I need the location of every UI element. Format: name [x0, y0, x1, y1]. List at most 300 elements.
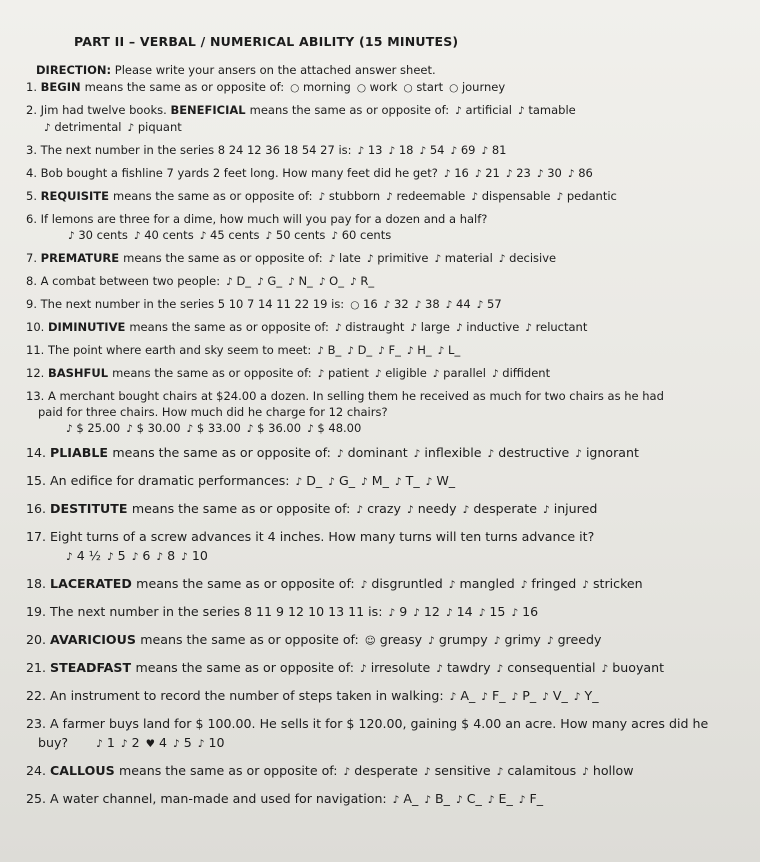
answer-option[interactable] [414, 445, 482, 460]
option-text: Y_ [584, 688, 599, 703]
option-bubble-icon[interactable]: ♪ [582, 766, 589, 778]
answer-option[interactable] [446, 297, 471, 311]
option-text: V_ [552, 688, 568, 703]
answer-option[interactable] [456, 791, 482, 806]
option-bubble-icon[interactable]: ♪ [374, 368, 382, 380]
direction-line [36, 63, 736, 77]
option-bubble-icon[interactable]: ♪ [66, 423, 73, 435]
answer-option[interactable] [410, 320, 450, 334]
option-text: D_ [236, 274, 252, 288]
option-bubble-icon[interactable]: ♪ [386, 191, 393, 203]
answer-option[interactable] [107, 548, 126, 563]
question-item [26, 273, 736, 290]
option-bubble-icon[interactable]: ♪ [318, 276, 326, 288]
option-bubble-icon[interactable]: ♪ [511, 607, 519, 619]
option-bubble-icon[interactable]: ♪ [106, 551, 114, 563]
option-bubble-icon[interactable]: ♪ [356, 504, 364, 516]
option-bubble-icon[interactable]: ♪ [493, 635, 501, 647]
answer-option[interactable] [319, 189, 381, 203]
option-text: 14 [456, 604, 473, 619]
question-keyword: DIMINUTIVE [47, 320, 130, 334]
answer-option[interactable] [361, 576, 443, 591]
answer-option[interactable] [471, 189, 550, 203]
answer-option[interactable] [358, 143, 383, 157]
option-text: 81 [491, 143, 507, 157]
answer-option[interactable] [335, 320, 405, 334]
option-bubble-icon[interactable]: ♪ [406, 504, 414, 516]
option-group [220, 274, 374, 288]
question-text: The next number in the series 5 10 7 14 11 22 19 is: [40, 297, 345, 311]
option-group [354, 660, 664, 675]
option-text: greasy [379, 632, 423, 647]
option-text: grimy [504, 632, 541, 647]
option-bubble-icon[interactable]: ♪ [476, 299, 484, 311]
option-bubble-icon[interactable]: ♪ [318, 191, 326, 203]
option-group [311, 343, 460, 357]
answer-option[interactable] [424, 763, 491, 778]
option-bubble-icon[interactable]: ♪ [288, 276, 295, 288]
answer-option[interactable] [126, 421, 180, 435]
answer-option[interactable] [367, 251, 429, 265]
answer-option[interactable] [121, 735, 140, 750]
question-text: means the same as or opposite of: [249, 103, 450, 117]
option-bubble-icon[interactable]: ♪ [388, 607, 396, 619]
option-bubble-icon[interactable]: ♪ [496, 766, 504, 778]
option-bubble-icon[interactable]: ♪ [347, 345, 354, 357]
answer-option[interactable] [420, 143, 445, 157]
option-text: 4 ½ [76, 548, 101, 563]
answer-option[interactable] [187, 421, 241, 435]
option-text: 8 [167, 548, 176, 563]
answer-option[interactable] [266, 228, 326, 242]
question-item [26, 388, 736, 437]
answer-option[interactable] [226, 274, 251, 288]
option-bubble-icon[interactable]: ♪ [307, 423, 314, 435]
option-bubble-icon[interactable]: ○ [356, 82, 366, 94]
answer-option[interactable] [497, 660, 596, 675]
answer-option[interactable] [506, 166, 531, 180]
option-group [355, 576, 643, 591]
answer-option[interactable] [543, 501, 597, 516]
answer-option[interactable] [512, 688, 537, 703]
option-text: $ 36.00 [257, 421, 302, 435]
option-text: eligible [385, 366, 427, 380]
answer-option[interactable] [361, 473, 389, 488]
answer-option[interactable] [568, 166, 593, 180]
option-bubble-icon[interactable]: ♪ [199, 230, 207, 242]
option-bubble-icon[interactable]: ○ [350, 299, 360, 311]
answer-option[interactable] [519, 791, 543, 806]
option-text: sensitive [434, 763, 491, 778]
answer-option[interactable] [455, 103, 512, 117]
answer-option[interactable] [386, 189, 465, 203]
question-number: 10. [26, 320, 48, 334]
answer-option[interactable] [146, 735, 167, 750]
option-bubble-icon[interactable]: ♪ [295, 476, 303, 488]
answer-option[interactable] [497, 763, 577, 778]
answer-option[interactable] [477, 297, 502, 311]
option-bubble-icon[interactable]: ♪ [410, 322, 418, 334]
option-bubble-icon[interactable]: ♪ [378, 345, 385, 357]
option-bubble-icon[interactable]: ♪ [181, 551, 188, 563]
option-bubble-icon[interactable]: ♪ [328, 253, 336, 265]
option-bubble-icon[interactable]: ♪ [392, 794, 400, 806]
option-text: artificial [465, 103, 512, 117]
option-bubble-icon[interactable]: ♪ [573, 691, 581, 703]
option-text: $ 30.00 [136, 421, 181, 435]
option-bubble-icon[interactable]: ♪ [436, 663, 443, 675]
option-group [313, 189, 617, 203]
question-item [26, 250, 736, 267]
answer-option[interactable] [449, 576, 515, 591]
option-bubble-icon[interactable]: ♪ [360, 579, 368, 591]
question-item [26, 365, 736, 382]
option-bubble-icon[interactable]: ♪ [413, 607, 420, 619]
option-text: 18 [398, 143, 414, 157]
option-bubble-icon[interactable]: ♪ [246, 423, 254, 435]
answer-option[interactable] [428, 632, 488, 647]
option-group [66, 420, 736, 437]
answer-option[interactable] [511, 604, 538, 619]
answer-option[interactable] [407, 343, 432, 357]
option-bubble-icon[interactable]: ♪ [414, 299, 422, 311]
option-text: inflexible [424, 445, 482, 460]
option-text: pedantic [566, 189, 617, 203]
answer-option[interactable] [488, 791, 513, 806]
answer-option[interactable] [132, 548, 151, 563]
option-bubble-icon[interactable]: ♪ [542, 504, 550, 516]
answer-option[interactable] [450, 688, 476, 703]
option-bubble-icon[interactable]: ♪ [487, 794, 495, 806]
option-bubble-icon[interactable]: ♪ [349, 276, 357, 288]
option-text: A_ [403, 791, 419, 806]
option-bubble-icon[interactable]: ♪ [331, 230, 339, 242]
option-bubble-icon[interactable]: ♪ [437, 345, 445, 357]
option-bubble-icon[interactable]: ♪ [474, 168, 482, 180]
answer-option[interactable] [357, 80, 398, 94]
option-bubble-icon[interactable]: ♪ [505, 168, 513, 180]
question-text: means the same as or opposite of: [129, 320, 329, 334]
option-text: mangled [459, 576, 515, 591]
option-bubble-icon[interactable]: ♪ [518, 105, 525, 117]
answer-option[interactable] [482, 143, 507, 157]
answer-option[interactable] [547, 632, 602, 647]
option-bubble-icon[interactable]: ♪ [96, 738, 103, 750]
option-text: disgruntled [371, 576, 443, 591]
answer-option[interactable] [424, 791, 450, 806]
answer-option[interactable] [329, 251, 361, 265]
answer-option[interactable] [446, 604, 473, 619]
option-bubble-icon[interactable]: ♪ [601, 663, 609, 675]
option-bubble-icon[interactable]: ♪ [487, 448, 495, 460]
option-bubble-icon[interactable]: ♪ [68, 230, 75, 242]
option-bubble-icon[interactable]: ♪ [359, 663, 367, 675]
answer-option[interactable] [288, 274, 313, 288]
answer-option[interactable] [434, 251, 492, 265]
option-group [323, 251, 556, 265]
option-bubble-icon[interactable]: ♪ [44, 122, 51, 134]
option-bubble-icon[interactable]: ♪ [520, 579, 528, 591]
option-bubble-icon[interactable]: ♪ [511, 691, 519, 703]
answer-option[interactable] [319, 274, 344, 288]
option-bubble-icon[interactable]: ♪ [481, 691, 488, 703]
answer-option[interactable] [247, 421, 301, 435]
answer-option[interactable] [156, 548, 175, 563]
answer-option[interactable] [365, 632, 422, 647]
answer-option[interactable] [173, 735, 192, 750]
answer-option[interactable] [481, 688, 505, 703]
answer-option[interactable] [134, 228, 194, 242]
answer-option[interactable] [415, 297, 440, 311]
answer-option[interactable] [66, 548, 101, 563]
option-text: $ 33.00 [196, 421, 241, 435]
option-bubble-icon[interactable]: ○ [290, 82, 300, 94]
option-bubble-icon[interactable]: ♪ [317, 345, 324, 357]
option-text: 57 [487, 297, 502, 311]
answer-option[interactable] [317, 343, 341, 357]
option-bubble-icon[interactable]: ♪ [443, 168, 451, 180]
option-bubble-icon[interactable]: ♪ [434, 253, 442, 265]
option-bubble-icon[interactable]: ♪ [525, 322, 532, 334]
option-bubble-icon[interactable]: ♪ [361, 476, 368, 488]
option-bubble-icon[interactable]: ♪ [448, 579, 456, 591]
option-text: 30 [547, 166, 562, 180]
answer-option[interactable] [463, 501, 537, 516]
answer-option[interactable] [438, 343, 461, 357]
answer-option[interactable] [525, 320, 587, 334]
option-text: large [420, 320, 450, 334]
answer-option[interactable] [307, 421, 361, 435]
option-bubble-icon[interactable]: ♪ [419, 145, 427, 157]
option-bubble-icon[interactable]: ♪ [406, 345, 414, 357]
option-bubble-icon[interactable]: ♪ [265, 230, 273, 242]
answer-option[interactable] [331, 228, 391, 242]
option-bubble-icon[interactable]: ♪ [542, 691, 549, 703]
option-group [438, 166, 593, 180]
question-item [26, 527, 736, 567]
question-list [26, 79, 736, 810]
question-text: The next number in the series 8 24 12 36 18 54 27 is: [40, 143, 352, 157]
option-bubble-icon[interactable]: ♪ [383, 299, 391, 311]
answer-option[interactable] [537, 166, 562, 180]
answer-option[interactable] [436, 660, 490, 675]
option-bubble-icon[interactable]: ♪ [481, 145, 489, 157]
answer-option[interactable] [542, 688, 568, 703]
option-bubble-icon[interactable]: ♪ [496, 663, 504, 675]
answer-option[interactable] [395, 473, 420, 488]
option-bubble-icon[interactable]: ♪ [336, 448, 344, 460]
answer-option[interactable] [574, 688, 599, 703]
option-bubble-icon[interactable]: ♪ [131, 551, 139, 563]
option-bubble-icon[interactable]: ♪ [388, 145, 396, 157]
answer-option[interactable] [375, 366, 427, 380]
answer-option[interactable] [556, 189, 616, 203]
question-keyword: AVARICIOUS [50, 632, 141, 647]
answer-option[interactable] [378, 343, 401, 357]
answer-option[interactable] [433, 366, 486, 380]
option-bubble-icon[interactable]: ♪ [455, 105, 462, 117]
option-text: R_ [360, 274, 375, 288]
answer-option[interactable] [492, 366, 550, 380]
option-bubble-icon[interactable]: ♪ [186, 423, 194, 435]
option-bubble-icon[interactable]: ♪ [394, 476, 402, 488]
question-number: 9. [26, 297, 41, 311]
option-text: irresolute [370, 660, 431, 675]
answer-option[interactable] [521, 576, 577, 591]
question-number: 24. [26, 763, 51, 778]
option-bubble-icon[interactable]: ♪ [450, 145, 458, 157]
option-bubble-icon[interactable]: ♪ [413, 448, 421, 460]
answer-option[interactable] [257, 274, 282, 288]
option-bubble-icon[interactable]: ♪ [432, 368, 440, 380]
answer-option[interactable] [296, 473, 323, 488]
option-bubble-icon[interactable]: ○ [449, 82, 459, 94]
option-text: injured [553, 501, 598, 516]
answer-option[interactable] [403, 80, 443, 94]
option-group [290, 473, 456, 488]
question-keyword: STEADFAST [50, 660, 136, 675]
answer-option[interactable] [384, 297, 409, 311]
answer-option[interactable] [413, 604, 440, 619]
option-text: work [369, 80, 398, 94]
answer-option[interactable] [393, 791, 419, 806]
answer-option[interactable] [350, 274, 374, 288]
option-bubble-icon[interactable]: ♪ [334, 322, 342, 334]
option-bubble-icon[interactable]: ♪ [366, 253, 374, 265]
question-text: The next number in the series 8 11 9 12 10 13 11 is: [50, 604, 383, 619]
answer-option[interactable] [198, 735, 225, 750]
answer-option[interactable] [356, 501, 401, 516]
option-bubble-icon[interactable]: ♪ [173, 738, 180, 750]
option-bubble-icon[interactable]: ♪ [428, 635, 435, 647]
option-bubble-icon[interactable]: ♪ [197, 738, 205, 750]
question-item [26, 658, 736, 679]
answer-option[interactable] [66, 421, 120, 435]
option-bubble-icon[interactable]: ♪ [556, 191, 564, 203]
answer-option[interactable] [181, 548, 208, 563]
answer-option[interactable] [582, 576, 642, 591]
option-text: $ 25.00 [76, 421, 121, 435]
option-bubble-icon[interactable]: ♪ [491, 368, 499, 380]
answer-option[interactable] [318, 366, 369, 380]
answer-option[interactable] [488, 445, 570, 460]
option-text: T_ [405, 473, 420, 488]
option-text: greedy [557, 632, 602, 647]
option-bubble-icon[interactable]: ♪ [575, 448, 582, 460]
option-bubble-icon[interactable]: ♪ [536, 168, 544, 180]
answer-option[interactable] [350, 297, 377, 311]
option-bubble-icon[interactable]: ♪ [424, 794, 432, 806]
option-bubble-icon[interactable]: ○ [403, 82, 413, 94]
option-text: P_ [522, 688, 537, 703]
option-bubble-icon[interactable]: ♪ [133, 230, 141, 242]
answer-option[interactable] [290, 80, 351, 94]
option-bubble-icon[interactable]: ♪ [462, 504, 470, 516]
option-bubble-icon[interactable]: ♪ [518, 794, 526, 806]
option-bubble-icon[interactable]: ♪ [445, 299, 453, 311]
answer-option[interactable] [407, 501, 457, 516]
option-bubble-icon[interactable]: ♪ [357, 145, 365, 157]
option-text: 16 [363, 297, 378, 311]
option-bubble-icon[interactable]: ☺ [364, 635, 376, 647]
answer-option[interactable] [388, 604, 407, 619]
answer-option[interactable] [360, 660, 430, 675]
answer-option[interactable] [582, 763, 633, 778]
option-text: M_ [371, 473, 389, 488]
question-text: If lemons are three for a dime, how much will you pay for a dozen and a half? [40, 212, 488, 226]
question-keyword: PREMATURE [40, 251, 124, 265]
question-number: 19. [26, 604, 51, 619]
option-bubble-icon[interactable]: ♪ [328, 476, 335, 488]
option-bubble-icon[interactable]: ♪ [471, 191, 479, 203]
option-text: detrimental [54, 120, 122, 134]
option-bubble-icon[interactable]: ♪ [567, 168, 575, 180]
option-bubble-icon[interactable]: ♪ [449, 691, 457, 703]
answer-option[interactable] [575, 445, 639, 460]
option-bubble-icon[interactable]: ♪ [343, 766, 351, 778]
answer-option[interactable] [444, 166, 469, 180]
answer-option[interactable] [602, 660, 665, 675]
answer-option[interactable] [344, 763, 418, 778]
answer-option[interactable] [451, 143, 476, 157]
option-bubble-icon[interactable]: ♪ [257, 276, 264, 288]
option-bubble-icon[interactable]: ♪ [582, 579, 589, 591]
answer-option[interactable] [389, 143, 414, 157]
answer-option[interactable] [347, 343, 372, 357]
question-number: 8. [26, 274, 41, 288]
option-bubble-icon[interactable]: ♪ [478, 607, 486, 619]
answer-option[interactable] [494, 632, 541, 647]
option-text: C_ [466, 791, 482, 806]
option-bubble-icon[interactable]: ♪ [423, 766, 431, 778]
option-text: F_ [529, 791, 544, 806]
option-bubble-icon[interactable]: ♪ [445, 607, 453, 619]
option-bubble-icon[interactable]: ♪ [546, 635, 554, 647]
option-bubble-icon[interactable]: ♪ [127, 122, 135, 134]
option-text: needy [417, 501, 457, 516]
option-text: desperate [354, 763, 418, 778]
answer-option[interactable] [96, 735, 115, 750]
option-bubble-icon[interactable]: ♪ [455, 794, 463, 806]
option-bubble-icon[interactable]: ♪ [317, 368, 325, 380]
answer-option[interactable] [499, 251, 556, 265]
answer-option[interactable] [518, 103, 576, 117]
answer-option[interactable] [456, 320, 519, 334]
option-bubble-icon[interactable]: ♪ [156, 551, 164, 563]
answer-option[interactable] [337, 445, 408, 460]
answer-option[interactable] [475, 166, 500, 180]
option-bubble-icon[interactable]: ♪ [425, 476, 433, 488]
option-bubble-icon[interactable]: ♪ [120, 738, 128, 750]
option-group [38, 119, 736, 136]
answer-option[interactable] [68, 228, 128, 242]
option-text: A_ [460, 688, 476, 703]
option-bubble-icon[interactable]: ♪ [498, 253, 506, 265]
option-bubble-icon[interactable]: ♪ [126, 423, 133, 435]
answer-option[interactable] [127, 120, 181, 134]
option-bubble-icon[interactable]: ♪ [455, 322, 463, 334]
option-text: 12 [423, 604, 440, 619]
option-bubble-icon[interactable]: ♥ [145, 738, 156, 750]
answer-option[interactable] [328, 473, 355, 488]
answer-option[interactable] [449, 80, 505, 94]
answer-option[interactable] [44, 120, 121, 134]
answer-option[interactable] [426, 473, 455, 488]
answer-option[interactable] [200, 228, 260, 242]
option-bubble-icon[interactable]: ♪ [66, 551, 73, 563]
option-bubble-icon[interactable]: ♪ [226, 276, 233, 288]
answer-option[interactable] [479, 604, 506, 619]
